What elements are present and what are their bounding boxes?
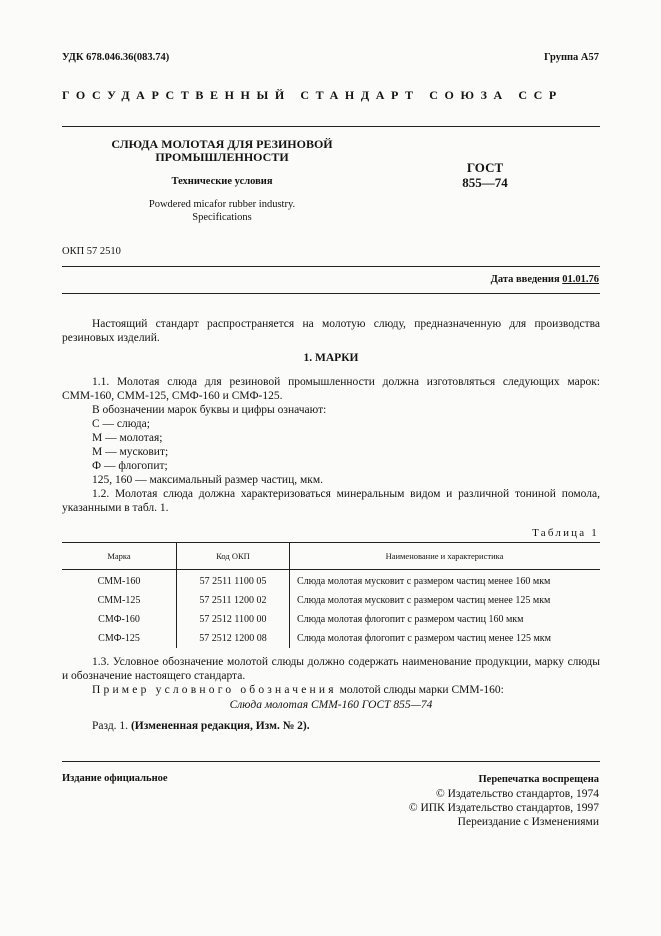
intro-date-label: Дата введения bbox=[490, 274, 563, 285]
table-row bbox=[62, 610, 600, 629]
intro-date-value: 01.01.76 bbox=[562, 274, 599, 285]
designation-intro: В обозначении марок буквы и цифры означают: bbox=[92, 404, 327, 416]
header-rule bbox=[62, 126, 600, 127]
okp-rule bbox=[62, 266, 600, 267]
copyright-1997: © ИПК Издательство стандартов, 1997 bbox=[408, 802, 599, 814]
example-rest: молотой слюды марки СММ-160: bbox=[336, 684, 504, 696]
table-header-row bbox=[62, 543, 600, 570]
designation-item: 125, 160 — максимальный размер частиц, мкм. bbox=[92, 474, 323, 486]
cell-mark: СМФ-125 bbox=[98, 633, 140, 644]
amendment-bold: (Измененная редакция, Изм. № 2). bbox=[130, 720, 310, 732]
footer-credits bbox=[409, 773, 599, 829]
intro-paragraph: Настоящий стандарт распространяется на молотую слюду, предназначенную для производства резиновых изделий. bbox=[62, 318, 600, 344]
designation-item: С — слюда; bbox=[92, 418, 150, 430]
marks-table bbox=[62, 542, 600, 648]
reprint-notice: Перепечатка воспрещена bbox=[478, 774, 599, 785]
cell-mark: СММ-125 bbox=[97, 595, 141, 606]
cell-mark: СМФ-160 bbox=[98, 614, 140, 625]
english-title-line1: Powdered micafor rubber industry. bbox=[148, 199, 296, 210]
paragraph-1-1: 1.1. Молотая слюда для резиновой промышленности должна изготовляться следующих марок: СММ-160, СММ-125, СМФ-160 и СМФ-125. bbox=[62, 376, 600, 402]
paragraph-1-3: 1.3. Условное обозначение молотой слюды должно содержать наименование продукции, марку слюды и обозначение настоящего стандарта. bbox=[62, 656, 600, 682]
cell-description: Слюда молотая мусковит с размером частиц менее 125 мкм bbox=[290, 591, 601, 610]
header-description: Наименование и характеристика bbox=[290, 543, 601, 570]
udk-code: УДК 678.046.36(083.74) bbox=[62, 52, 170, 63]
okp-code: ОКП 57 2510 bbox=[62, 246, 121, 257]
official-edition: Издание официальное bbox=[62, 773, 168, 784]
gost-number: 855—74 bbox=[462, 175, 508, 190]
amendment-note bbox=[62, 719, 600, 733]
amendment-prefix: Разд. 1. bbox=[92, 720, 131, 732]
paragraph-1-2: 1.2. Молотая слюда должна характеризоваться минеральным видом и различной тониной помола, указанными в табл. 1. bbox=[62, 488, 600, 514]
reissue-notice: Переиздание с Изменениями bbox=[457, 816, 599, 828]
cell-okp-code: 57 2512 1100 00 bbox=[177, 610, 290, 629]
example-line bbox=[62, 683, 600, 697]
cell-mark: СММ-160 bbox=[97, 576, 141, 587]
header-mark: Марка bbox=[62, 543, 177, 570]
designation-item: М — мусковит; bbox=[92, 446, 169, 458]
designation-item: Ф — флогопит; bbox=[92, 460, 168, 472]
document-subtitle: Технические условия bbox=[171, 176, 273, 187]
document-title-line1: СЛЮДА МОЛОТАЯ ДЛЯ РЕЗИНОВОЙ bbox=[111, 137, 333, 151]
cell-description: Слюда молотая мусковит с размером частиц менее 160 мкм bbox=[290, 570, 601, 592]
table-row bbox=[62, 570, 600, 592]
table-row bbox=[62, 591, 600, 610]
group-code: Группа А57 bbox=[543, 52, 599, 63]
cell-description: Слюда молотая флогопит с размером частиц менее 125 мкм bbox=[290, 629, 601, 648]
footer-rule bbox=[62, 761, 600, 762]
date-rule bbox=[62, 293, 600, 294]
gost-label: ГОСТ bbox=[466, 160, 504, 175]
english-title-line2: Specifications bbox=[192, 212, 252, 223]
example-label: Пример условного обозначения bbox=[92, 684, 337, 696]
table-row bbox=[62, 629, 600, 648]
state-standard-title: ГОСУДАРСТВЕННЫЙ СТАНДАРТ СОЮЗА ССР bbox=[62, 88, 563, 102]
copyright-1974: © Издательство стандартов, 1974 bbox=[435, 788, 599, 800]
header-okp-code: Код ОКП bbox=[177, 543, 290, 570]
cell-description: Слюда молотая флогопит с размером частиц 160 мкм bbox=[290, 610, 601, 629]
example-designation: Слюда молотая СММ-160 ГОСТ 855—74 bbox=[229, 699, 433, 711]
cell-okp-code: 57 2512 1200 08 bbox=[177, 629, 290, 648]
gost-designation bbox=[430, 160, 540, 190]
cell-okp-code: 57 2511 1200 02 bbox=[177, 591, 290, 610]
designation-item: М — молотая; bbox=[92, 432, 163, 444]
section-title: 1. МАРКИ bbox=[303, 352, 359, 364]
table-caption: Таблица 1 bbox=[532, 527, 599, 539]
intro-date bbox=[491, 274, 599, 285]
document-title-block bbox=[62, 138, 382, 224]
document-title-line2: ПРОМЫШЛЕННОСТИ bbox=[155, 150, 289, 164]
cell-okp-code: 57 2511 1100 05 bbox=[177, 570, 290, 592]
